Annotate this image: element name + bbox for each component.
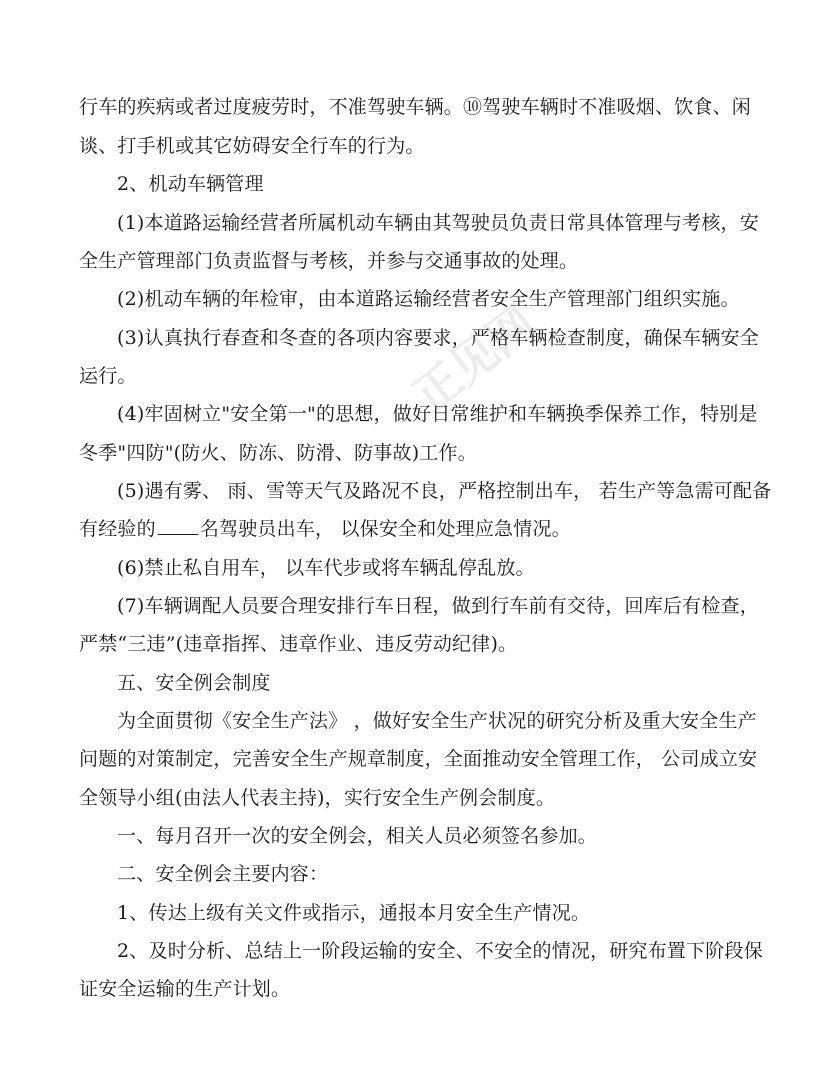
section-heading: 2、机动车辆管理 — [117, 173, 264, 195]
paragraph-line: 为全面贯彻《安全生产法》 ，做好安全生产状况的研究分析及重大安全生产 — [117, 710, 757, 732]
paragraph-line: 1、传达上级有关文件或指示，通报本月安全生产情况。 — [117, 902, 591, 924]
paragraph-line: 谈、打手机或其它妨碍安全行车的行为。 — [79, 135, 425, 157]
line-text-before-blank: 有经验的 — [79, 518, 156, 540]
paragraph-line: 证安全运输的生产计划。 — [79, 978, 291, 1000]
line-text-after-blank: 名驾驶员出车， 以保安全和处理应急情况。 — [199, 518, 571, 540]
paragraph-line: 冬季"四防"(防火、防冻、防滑、防事故)工作。 — [79, 442, 477, 464]
paragraph-line — [79, 515, 571, 543]
paragraph-line: 行车的疾病或者过度疲劳时，不准驾驶车辆。⑩驾驶车辆时不准吸烟、饮食、闲 — [79, 96, 752, 118]
paragraph-line: 严禁“三违”(违章指挥、违章作业、违反劳动纪律)。 — [79, 633, 518, 655]
watermark-text: 正见网 — [403, 295, 546, 423]
paragraph-line: 问题的对策制定，完善安全生产规章制度，全面推动安全管理工作， 公司成立安 — [79, 748, 758, 770]
paragraph-line: 二、安全例会主要内容： — [117, 863, 329, 885]
paragraph-line: (7)车辆调配人员要合理安排行车日程，做到行车前有交待，回库后有检查， — [117, 595, 759, 617]
paragraph-line: (4)牢固树立"安全第一"的思想，做好日常维护和车辆换季保养工作，特别是 — [117, 403, 758, 425]
paragraph-line: 全生产管理部门负责监督与考核，并参与交通事故的处理。 — [79, 250, 579, 272]
section-heading: 五、安全例会制度 — [117, 672, 271, 694]
paragraph-line: (3)认真执行春查和冬查的各项内容要求，严格车辆检查制度，确保车辆安全 — [117, 327, 759, 349]
paragraph-line: 运行。 — [79, 365, 137, 387]
paragraph-line: 2、及时分析、总结上一阶段运输的安全、不安全的情况，研究布置下阶段保 — [117, 940, 763, 962]
paragraph-line: (1)本道路运输经营者所属机动车辆由其驾驶员负责日常具体管理与考核，安 — [117, 212, 759, 234]
paragraph-line: (2)机动车辆的年检审，由本道路运输经营者安全生产管理部门组织实施。 — [117, 288, 740, 310]
fill-in-blank — [158, 516, 198, 535]
paragraph-line: (5)遇有雾、 雨、雪等天气及路况不良，严格控制出车， 若生产等急需可配备 — [117, 480, 772, 502]
paragraph-line: 一、每月召开一次的安全例会，相关人员必须签名参加。 — [117, 825, 598, 847]
paragraph-line: (6)禁止私自用车， 以车代步或将车辆乱停乱放。 — [117, 557, 535, 579]
paragraph-line: 全领导小组(由法人代表主持)，实行安全生产例会制度。 — [79, 787, 556, 809]
